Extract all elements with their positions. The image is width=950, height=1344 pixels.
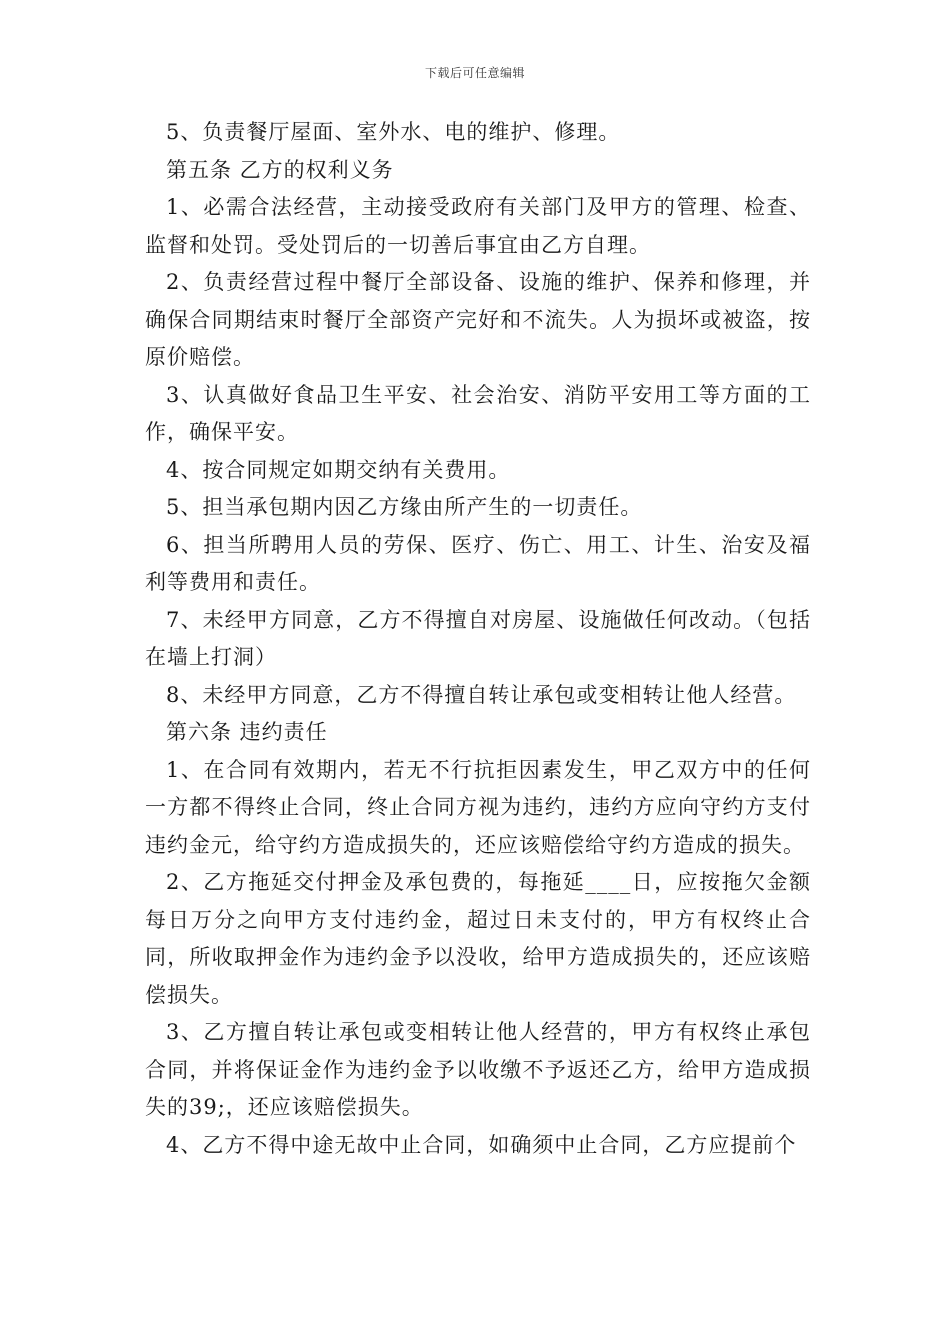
section-heading-article-6: 第六条 违约责任 xyxy=(166,720,328,744)
paragraph-clause-4-item-5: 5、负责餐厅屋面、室外水、电的维护、修理。 xyxy=(166,120,621,144)
page-header: 下载后可任意编辑 xyxy=(424,66,525,80)
paragraph-article-5-item-1: 1、必需合法经营，主动接受政府有关部门及甲方的管理、检查、监督和处罚。受处罚后的一切善后事宜由乙方自理。 xyxy=(145,195,811,257)
paragraph-article-5-item-5: 5、担当承包期内因乙方缘由所产生的一切责任。 xyxy=(166,495,643,519)
paragraph-article-5-item-8: 8、未经甲方同意，乙方不得擅自转让承包或变相转让他人经营。 xyxy=(166,682,797,707)
paragraph-article-6-item-1: 1、在合同有效期内，若无不行抗拒因素发生，甲乙双方中的任何一方都不得终止合同，终止合同方视为违约，违约方应向守约方支付违约金元，给守约方造成损失的，还应该赔偿给守约方造成的损失。 xyxy=(145,757,811,857)
paragraph-article-5-item-4: 4、按合同规定如期交纳有关费用。 xyxy=(166,457,511,482)
paragraph-article-6-item-4: 4、乙方不得中途无故中止合同，如确须中止合同，乙方应提前个 xyxy=(166,1132,797,1157)
paragraph-article-5-item-6: 6、担当所聘用人员的劳保、医疗、伤亡、用工、计生、治安及福利等费用和责任。 xyxy=(145,532,811,594)
section-heading-article-5: 第五条 乙方的权利义务 xyxy=(166,157,394,182)
paragraph-article-5-item-3: 3、认真做好食品卫生平安、社会治安、消防平安用工等方面的工作，确保平安。 xyxy=(145,382,811,444)
document-body xyxy=(145,114,811,1164)
paragraph-article-5-item-7: 7、未经甲方同意，乙方不得擅自对房屋、设施做任何改动。（包括在墙上打洞） xyxy=(145,607,811,669)
paragraph-article-6-item-3: 3、乙方擅自转让承包或变相转让他人经营的，甲方有权终止承包合同，并将保证金作为违约金予以收缴不予返还乙方，给甲方造成损失的39;，还应该赔偿损失。 xyxy=(145,1020,811,1119)
paragraph-article-6-item-2: 2、乙方拖延交付押金及承包费的，每拖延____日，应按拖欠金额每日万分之向甲方支付违约金，超过日未支付的，甲方有权终止合同，所收取押金作为违约金予以没收，给甲方造成损失的，还应该赔偿损失。 xyxy=(145,870,811,1007)
paragraph-article-5-item-2: 2、负责经营过程中餐厅全部设备、设施的维护、保养和修理，并确保合同期结束时餐厅全部资产完好和不流失。人为损坏或被盗，按原价赔偿。 xyxy=(145,270,811,369)
